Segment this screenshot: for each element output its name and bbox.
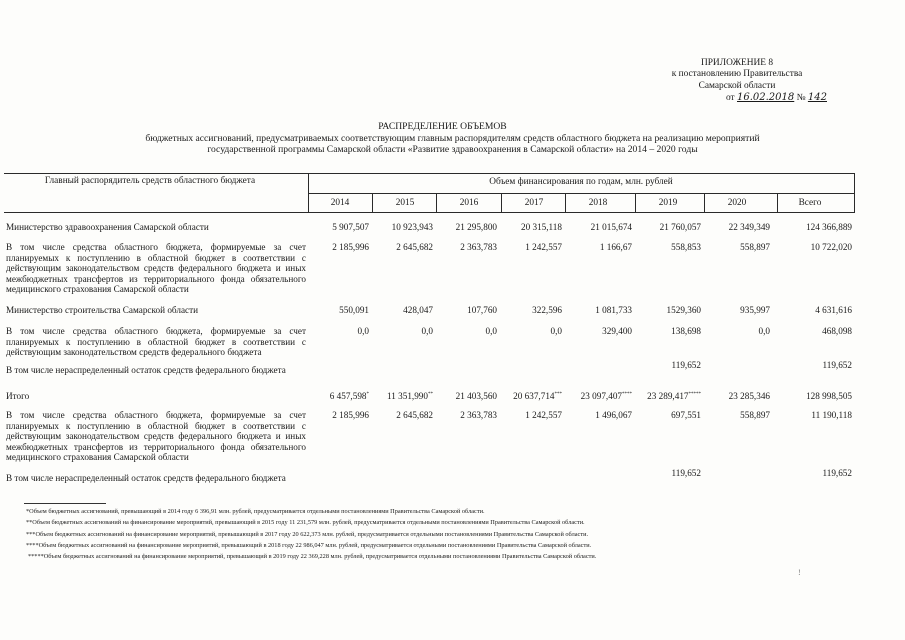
cell-value: 2 363,783 xyxy=(460,410,497,420)
table-cell-r2-c1 xyxy=(363,305,433,315)
table-cell-r6-c5 xyxy=(631,410,701,420)
table-cell-r3-c6 xyxy=(700,326,770,336)
appendix-date-line xyxy=(637,92,837,104)
document-title xyxy=(0,121,905,156)
cell-value: 21 015,674 xyxy=(590,222,632,232)
header-year-2: 2016 xyxy=(459,198,479,208)
row-label-3: В том числе средства областного бюджета, формируемые за счет планируемых к поступлению в областной бюджет в соответствии с действующим законодательством средств федерального бюджета xyxy=(6,326,306,358)
footnote-5: *****Объем бюджетных ассигнований на финансирование мероприятий, превышающий в 2019 году 22 369,228 млн. рублей, предусматривается отдельными постановлениями Правительства Самарской области. xyxy=(28,553,597,561)
cell-value: 1 166,67 xyxy=(599,242,632,252)
title-line-3: государственной программы Самарской области «Развитие здравоохранения в Самарской области» на 2014 – 2020 годы xyxy=(207,144,698,155)
table-cell-r5-c1 xyxy=(363,391,433,401)
cell-value: 1 081,733 xyxy=(595,305,632,315)
table-cell-r6-c2 xyxy=(427,410,497,420)
cell-value: 1 242,557 xyxy=(525,242,562,252)
table-cell-r2-c2 xyxy=(427,305,497,315)
cell-value: 138,698 xyxy=(671,326,701,336)
cell-value: 428,047 xyxy=(403,305,433,315)
table-cell-r3-c7 xyxy=(782,326,852,336)
cell-value: 550,091 xyxy=(339,305,369,315)
appendix-region: Самарской области xyxy=(698,80,776,91)
row-label-2: Министерство строительства Самарской области xyxy=(6,305,199,315)
footnote-mark: ** xyxy=(428,392,433,397)
cell-value: 11 190,118 xyxy=(811,410,852,420)
row-label-1: В том числе средства областного бюджета, формируемые за счет планируемых к поступлению в областной бюджет в соответствии с действующим законодательством средств федерального бюджета и иных межбюджетных трансфертов из территориального фонда обязательного медицинского страхования Самарской области xyxy=(6,242,306,295)
row-label-4: В том числе нераспределенный остаток средств федерального бюджета xyxy=(6,365,286,375)
footnote-2: **Объем бюджетных ассигнований на финансирование мероприятий, превышающий в 2015 году 11 231,579 млн. рублей, предусматривается отдельными постановлениями Правительства Самарской области. xyxy=(26,519,585,527)
cell-value: 1 242,557 xyxy=(525,410,562,420)
header-divider-right xyxy=(854,173,855,213)
header-funding: Объем финансирования по годам, млн. рублей xyxy=(489,177,673,187)
table-cell-r7-c5 xyxy=(631,468,701,478)
table-cell-r2-c7 xyxy=(782,305,852,315)
row-label-6: В том числе средства областного бюджета, формируемые за счет планируемых к поступлению в областной бюджет в соответствии с действующим законодательством средств федерального бюджета и иных межбюджетных трансфертов из территориального фонда обязательного медицинского страхования Самарской области xyxy=(6,410,306,463)
cell-value: 6 457,598 xyxy=(329,391,367,401)
footnote-3: ***Объем бюджетных ассигнований на финансирование мероприятий, превышающий в 2017 году 20 622,373 млн. рублей, предусматривается отдельными постановлениями Правительства Самарской области. xyxy=(26,530,589,538)
cell-value: 1 496,067 xyxy=(595,410,632,420)
cell-value: 0,0 xyxy=(357,326,369,336)
cell-value: 329,400 xyxy=(602,326,632,336)
cell-value: 558,853 xyxy=(671,242,701,252)
table-cell-r0-c4 xyxy=(562,222,632,232)
year-divider-2 xyxy=(436,193,437,213)
year-divider-3 xyxy=(501,193,502,213)
year-divider-1 xyxy=(372,193,373,213)
footnote-4: ****Объем бюджетных ассигнований на финансирование мероприятий, превышающий в 2018 году 22 986,047 млн. рублей, предусматривается отдельными постановлениями Правительства Самарской области. xyxy=(26,541,592,549)
cell-value: 5 907,507 xyxy=(332,222,369,232)
footnote-mark: * xyxy=(366,392,369,397)
table-cell-r6-c1 xyxy=(363,410,433,420)
table-cell-r0-c5 xyxy=(631,222,701,232)
cell-value: 128 998,505 xyxy=(806,391,852,401)
cell-value: 2 645,682 xyxy=(396,242,433,252)
number-label: № xyxy=(796,93,806,104)
footnote-mark: **** xyxy=(622,392,632,397)
table-cell-r2-c0 xyxy=(299,305,369,315)
cell-value: 124 366,889 xyxy=(806,222,852,232)
cell-value: 468,098 xyxy=(822,326,852,336)
years-top-rule xyxy=(308,193,855,194)
table-cell-r2-c5 xyxy=(631,305,701,315)
cell-value: 21 403,560 xyxy=(455,391,497,401)
cell-value: 10 722,020 xyxy=(810,242,852,252)
cell-value: 119,652 xyxy=(671,468,701,478)
table-cell-r1-c4 xyxy=(562,242,632,252)
table-cell-r6-c6 xyxy=(700,410,770,420)
table-cell-r7-c7 xyxy=(782,468,852,478)
table-cell-r5-c6 xyxy=(700,391,770,401)
table-cell-r0-c0 xyxy=(299,222,369,232)
header-year-4: 2018 xyxy=(588,198,608,208)
from-label: от xyxy=(725,93,735,104)
cell-value: 10 923,943 xyxy=(391,222,433,232)
table-top-rule xyxy=(4,173,855,174)
scan-mark: ! xyxy=(798,568,801,577)
cell-value: 107,760 xyxy=(467,305,497,315)
cell-value: 21 760,057 xyxy=(659,222,701,232)
table-cell-r3-c4 xyxy=(562,326,632,336)
table-cell-r6-c4 xyxy=(562,410,632,420)
footnote-separator xyxy=(24,503,106,504)
header-year-1: 2015 xyxy=(395,198,415,208)
cell-value: 935,997 xyxy=(740,305,770,315)
cell-value: 20 637,714 xyxy=(513,391,555,401)
table-cell-r2-c3 xyxy=(492,305,562,315)
title-line-2: бюджетных ассигнований, предусматриваемых соответствующим главным распорядителям средств областного бюджета на реализацию мероприятий xyxy=(145,132,760,144)
cell-value: 0,0 xyxy=(485,326,497,336)
cell-value: 0,0 xyxy=(421,326,433,336)
appendix-title: ПРИЛОЖЕНИЕ 8 xyxy=(700,58,774,68)
cell-value: 2 363,783 xyxy=(460,242,497,252)
table-cell-r2-c6 xyxy=(700,305,770,315)
table-cell-r1-c6 xyxy=(700,242,770,252)
cell-value: 558,897 xyxy=(740,410,770,420)
table-cell-r0-c7 xyxy=(782,222,852,232)
footnotes xyxy=(18,506,898,562)
cell-value: 1529,360 xyxy=(666,305,701,315)
cell-value: 0,0 xyxy=(550,326,562,336)
table-cell-r3-c1 xyxy=(363,326,433,336)
table-cell-r3-c0 xyxy=(299,326,369,336)
handwritten-number: 142 xyxy=(807,92,827,104)
header-distributor: Главный распорядитель средств областного бюджета xyxy=(44,176,256,186)
header-year-7: Всего xyxy=(798,198,822,208)
cell-value: 322,596 xyxy=(532,305,562,315)
cell-value: 558,897 xyxy=(740,242,770,252)
cell-value: 2 185,996 xyxy=(332,242,369,252)
table-cell-r0-c3 xyxy=(492,222,562,232)
cell-value: 119,652 xyxy=(671,360,701,370)
table-cell-r1-c5 xyxy=(631,242,701,252)
row-label-7: В том числе нераспределенный остаток средств федерального бюджета xyxy=(6,473,286,483)
table-header-bottom-rule xyxy=(4,212,855,213)
handwritten-date: 16.02.2018 xyxy=(737,92,795,104)
table-cell-r5-c4 xyxy=(562,391,632,401)
table-cell-r2-c4 xyxy=(562,305,632,315)
row-label-5: Итого xyxy=(6,391,30,401)
appendix-subtitle: к постановлению Правительства xyxy=(671,69,803,80)
table-cell-r6-c3 xyxy=(492,410,562,420)
cell-value: 20 315,118 xyxy=(520,222,562,232)
table-cell-r5-c7 xyxy=(782,391,852,401)
table-cell-r0-c6 xyxy=(700,222,770,232)
table-cell-r5-c5 xyxy=(631,391,701,401)
cell-value: 4 631,616 xyxy=(815,305,852,315)
year-divider-7 xyxy=(777,193,778,213)
footnote-1: *Объем бюджетных ассигнований, превышающий в 2014 году 6 396,91 млн. рублей, предусматривается отдельными постановлениями Правительства Самарской области. xyxy=(26,508,485,515)
footnote-mark: *** xyxy=(554,392,562,397)
cell-value: 21 295,800 xyxy=(455,222,497,232)
table-cell-r5-c2 xyxy=(427,391,497,401)
year-divider-6 xyxy=(704,193,705,213)
cell-value: 23 289,417 xyxy=(647,391,689,401)
footnote-mark: ***** xyxy=(688,392,701,397)
cell-value: 2 645,682 xyxy=(396,410,433,420)
table-cell-r3-c5 xyxy=(631,326,701,336)
table-cell-r6-c7 xyxy=(782,410,852,420)
cell-value: 22 349,349 xyxy=(728,222,770,232)
appendix-block xyxy=(637,58,837,105)
table-cell-r0-c2 xyxy=(427,222,497,232)
year-divider-5 xyxy=(635,193,636,213)
title-main: РАСПРЕДЕЛЕНИЕ ОБЪЕМОВ xyxy=(378,121,507,132)
table-cell-r1-c3 xyxy=(492,242,562,252)
table-cell-r5-c3 xyxy=(492,391,562,401)
table-cell-r3-c2 xyxy=(427,326,497,336)
cell-value: 2 185,996 xyxy=(332,410,369,420)
header-year-6: 2020 xyxy=(727,198,747,208)
table-cell-r1-c0 xyxy=(299,242,369,252)
table-cell-r6-c0 xyxy=(299,410,369,420)
table-cell-r1-c2 xyxy=(427,242,497,252)
year-divider-4 xyxy=(565,193,566,213)
cell-value: 0,0 xyxy=(758,326,770,336)
cell-value: 23 097,407 xyxy=(580,391,622,401)
row-label-0: Министерство здравоохранения Самарской области xyxy=(6,222,209,232)
table-cell-r4-c5 xyxy=(631,360,701,370)
table-cell-r4-c7 xyxy=(782,360,852,370)
table-cell-r1-c7 xyxy=(782,242,852,252)
table-cell-r1-c1 xyxy=(363,242,433,252)
table-cell-r0-c1 xyxy=(363,222,433,232)
table-cell-r5-c0 xyxy=(299,391,369,401)
cell-value: 697,551 xyxy=(671,410,701,420)
header-year-5: 2019 xyxy=(658,198,678,208)
cell-value: 11 351,990 xyxy=(386,391,428,401)
cell-value: 119,652 xyxy=(822,468,852,478)
cell-value: 23 285,346 xyxy=(728,391,770,401)
header-year-3: 2017 xyxy=(524,198,544,208)
cell-value: 119,652 xyxy=(822,360,852,370)
header-year-0: 2014 xyxy=(330,198,350,208)
table-cell-r3-c3 xyxy=(492,326,562,336)
